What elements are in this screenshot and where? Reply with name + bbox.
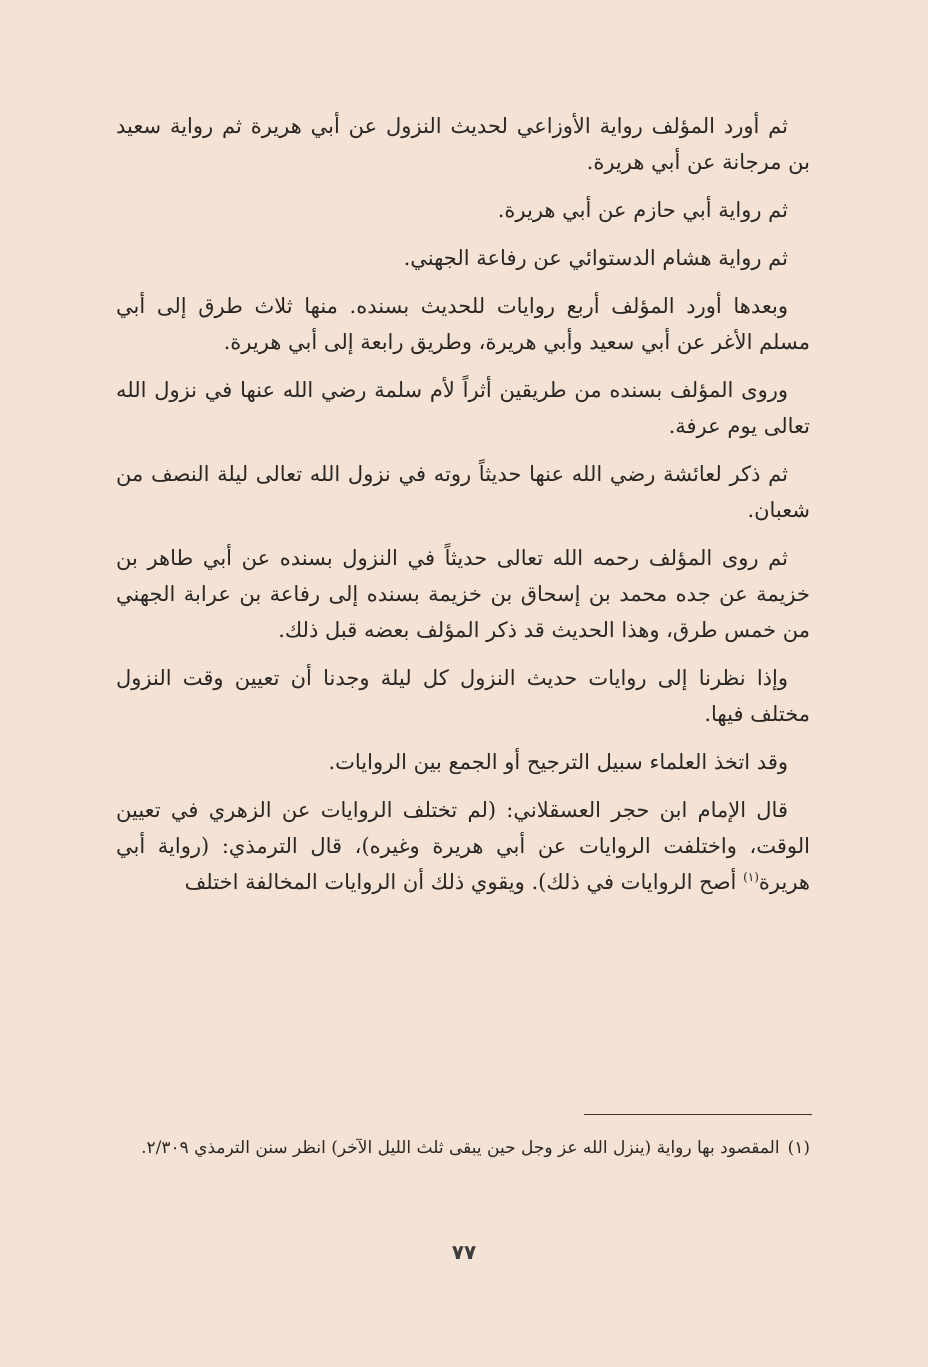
paragraph-umm-salama-athar: وروى المؤلف بسنده من طريقين أثراً لأم سلمة رضي الله عنها في نزول الله تعالى يوم عرفة. [116, 378, 810, 438]
footnotes-section [116, 1132, 810, 1164]
paragraph-abu-tahir-hadith: ثم روى المؤلف رحمه الله تعالى حديثاً في النزول بسنده عن أبي طاهر بن خزيمة عن جده محمد بن إسحاق بن خزيمة بسنده إلى رفاعة بن عرابة الجهني من خمس طرق، وهذا الحديث قد ذكر المؤلف بعضه قبل ذلك. [116, 546, 810, 642]
paragraph-ibn-hajar-quote [116, 792, 810, 900]
quote-text-after-ref: أصح الروايات في ذلك). ويقوي ذلك أن الروايات المخالفة اختلف [184, 870, 744, 894]
paragraph-timing-difference: وإذا نظرنا إلى روايات حديث النزول كل ليلة وجدنا أن تعيين وقت النزول مختلف فيها. [116, 666, 810, 726]
footnote-text: المقصود بها رواية (ينزل الله عز وجل حين يبقى ثلث الليل الآخر) انظر سنن الترمذي ٢/٣٠٩. [141, 1138, 780, 1158]
footnote-number: (١) [787, 1138, 810, 1158]
page-body [116, 108, 810, 912]
paragraph-hisham-narration: ثم رواية هشام الدستوائي عن رفاعة الجهني. [403, 246, 788, 270]
footnote-1 [116, 1132, 810, 1164]
footnote-reference-1[interactable]: (١) [743, 870, 759, 884]
paragraph-scholars-approach: وقد اتخذ العلماء سبيل الترجيح أو الجمع بين الروايات. [328, 750, 788, 774]
quote-text-before-ref: قال الإمام ابن حجر العسقلاني: (لم تختلف الروايات عن الزهري في تعيين الوقت، واختلفت الروايات عن أبي هريرة وغيره)، قال الترمذي: (رواية أبي هريرة [116, 798, 810, 894]
paragraph-abu-hazim-narration: ثم رواية أبي حازم عن أبي هريرة. [497, 198, 788, 222]
paragraph-awzai-narration: ثم أورد المؤلف رواية الأوزاعي لحديث النزول عن أبي هريرة ثم رواية سعيد بن مرجانة عن أبي هريرة. [116, 114, 810, 174]
footnote-separator [584, 1114, 812, 1115]
paragraph-aisha-hadith: ثم ذكر لعائشة رضي الله عنها حديثاً روته في نزول الله تعالى ليلة النصف من شعبان. [116, 462, 810, 522]
page-number: ٧٧ [451, 1240, 477, 1264]
paragraph-four-narrations: وبعدها أورد المؤلف أربع روايات للحديث بسنده. منها ثلاث طرق إلى أبي مسلم الأغر عن أبي سعيد وأبي هريرة، وطريق رابعة إلى أبي هريرة. [116, 294, 810, 354]
